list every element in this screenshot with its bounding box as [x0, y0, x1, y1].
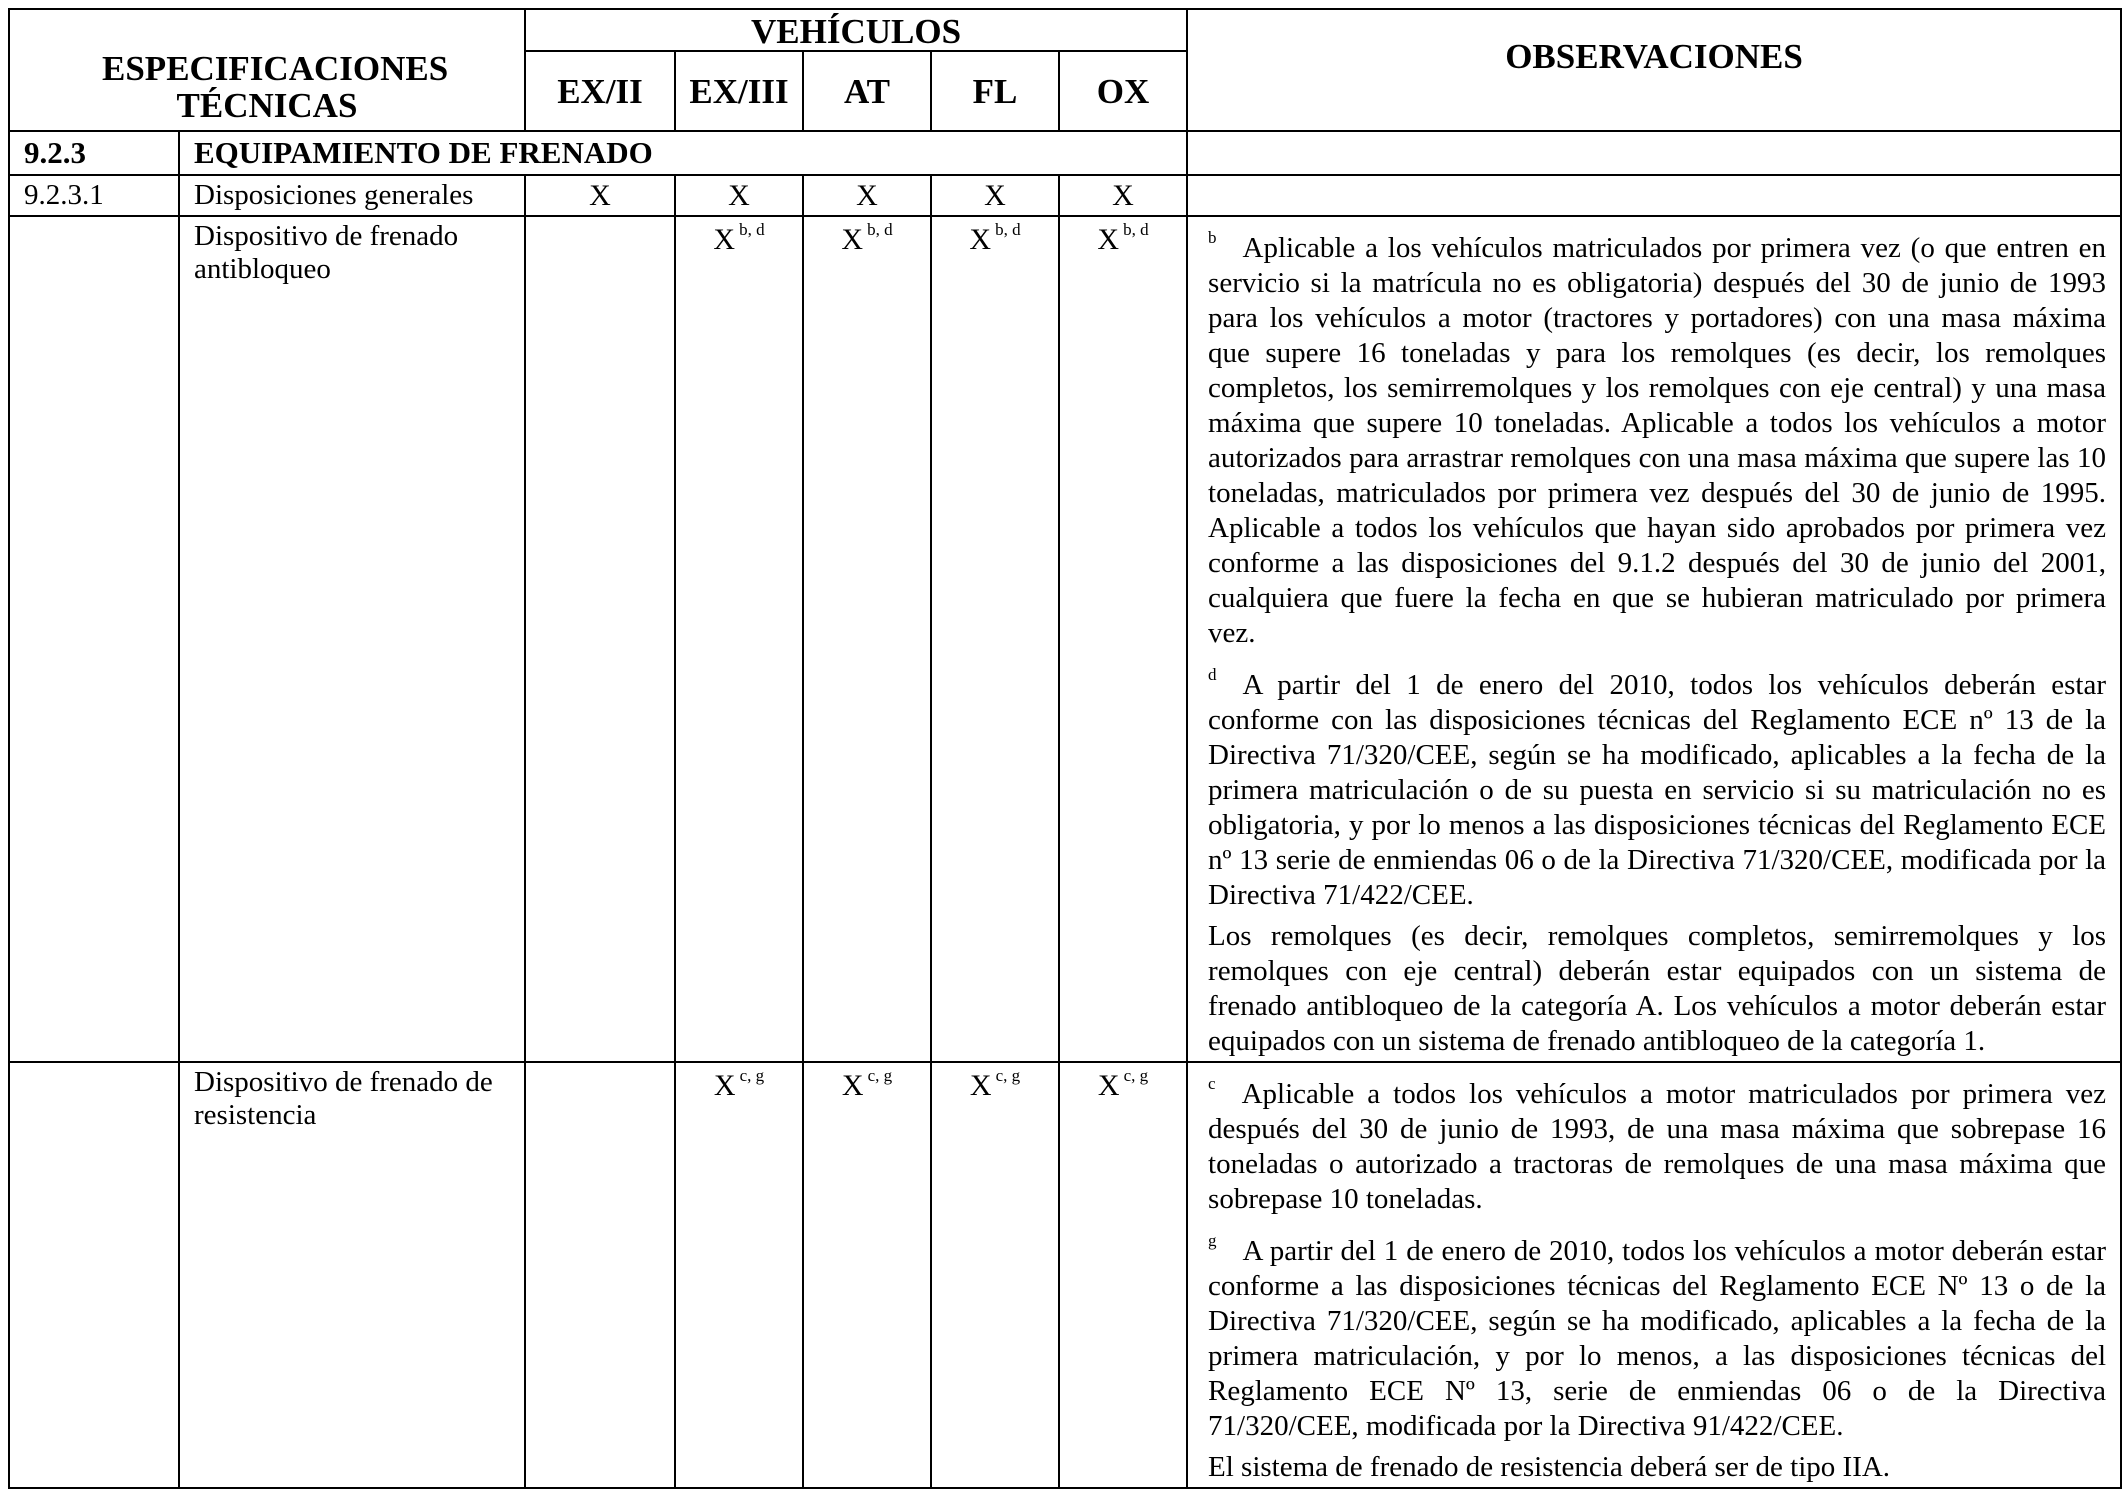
- observation-text: Aplicable a los vehículos matriculados por primera vez (o que entren en servicio si la matrícula no es obligatoria) después del 30 de junio de 1993 para los vehículos a motor (tractores y portadores) con una masa máxima que supere 16 toneladas y para los remolques (es decir, los remolques completos, los semirremolques y los remolques con eje central) y una masa máxima que supere 10 toneladas. Aplicable a todos los vehículos a motor autorizados para arrastrar remolques con una masa máxima que supere las 10 toneladas, matriculados por primera vez después del 30 de junio de 1995. Aplicable a todos los vehículos que hayan sido aprobados por primera vez conforme a las disposiciones del 9.1.2 después del 30 de junio del 2001, cualquiera que fuere la fecha en que se hubieran matriculado por primera vez.: [1208, 232, 2107, 649]
- row-number: [9, 216, 179, 1062]
- observation-text: El sistema de frenado de resistencia deberá ser de tipo IIA.: [1208, 1451, 1891, 1483]
- mark-footnote-ref: b, d: [995, 220, 1021, 239]
- row-number: [9, 1062, 179, 1488]
- mark-cell-at: [803, 216, 931, 1062]
- observation-text: Aplicable a todos los vehículos a motor matriculados por primera vez después del 30 de junio de 1993, de una masa máxima que sobrepase 16 toneladas o autorizado a tractoras de remolques de una masa máxima que sobrepase 10 toneladas.: [1208, 1078, 2107, 1215]
- mark-x: X: [841, 1069, 864, 1102]
- observation-paragraph: [1208, 1066, 2106, 1217]
- mark-x: X: [713, 223, 736, 256]
- mark-x: X: [589, 179, 611, 212]
- mark-footnote-ref: c, g: [739, 1066, 765, 1085]
- mark-x: X: [856, 179, 878, 212]
- mark-x: X: [969, 1069, 992, 1102]
- mark-cell-at: [803, 1062, 931, 1488]
- column-header-at: AT: [803, 51, 931, 131]
- observation-paragraph: [1208, 220, 2106, 651]
- observation-paragraph: [1208, 1450, 2106, 1485]
- section-observaciones-empty: [1187, 131, 2121, 175]
- section-number: 9.2.3: [9, 131, 179, 175]
- footnote-marker: d: [1208, 665, 1217, 684]
- mark-cell-ex-ii: [525, 175, 675, 216]
- mark-cell-ox: [1059, 216, 1187, 1062]
- mark-cell-fl: [931, 216, 1059, 1062]
- row-specification: Dispositivo de frenado antibloqueo: [179, 216, 525, 1062]
- mark-cell-fl: [931, 1062, 1059, 1488]
- row-observaciones: [1187, 216, 2121, 1062]
- observation-text: Los remolques (es decir, remolques completos, semirremolques y los remolques con eje central) deberán estar equipados con un sistema de frenado antibloqueo de la categoría A. Los vehículos a motor deberán estar equipados con un sistema de frenado antibloqueo de la categoría 1.: [1208, 920, 2107, 1057]
- row-number: 9.2.3.1: [9, 175, 179, 216]
- row-observaciones: [1187, 1062, 2121, 1488]
- mark-footnote-ref: b, d: [867, 220, 893, 239]
- mark-footnote-ref: c, g: [995, 1066, 1021, 1085]
- mark-cell-ox: [1059, 1062, 1187, 1488]
- header-especificaciones: ESPECIFICACIONES TÉCNICAS: [9, 9, 525, 131]
- observation-paragraph: [1208, 1223, 2106, 1444]
- mark-x: X: [841, 223, 864, 256]
- section-title: EQUIPAMIENTO DE FRENADO: [179, 131, 1187, 175]
- mark-footnote-ref: b, d: [739, 220, 765, 239]
- column-header-ex-ii: EX/II: [525, 51, 675, 131]
- table-row: [9, 1062, 2121, 1488]
- column-header-ox: OX: [1059, 51, 1187, 131]
- table-row: [9, 175, 2121, 216]
- mark-x: X: [1097, 223, 1120, 256]
- mark-x: X: [984, 179, 1006, 212]
- observation-paragraph: [1208, 657, 2106, 913]
- mark-x: X: [728, 179, 750, 212]
- mark-cell-ex-iii: [675, 1062, 803, 1488]
- mark-cell-ex-ii: [525, 216, 675, 1062]
- mark-cell-at: [803, 175, 931, 216]
- mark-footnote-ref: c, g: [867, 1066, 893, 1085]
- mark-cell-ex-iii: [675, 216, 803, 1062]
- column-header-ex-iii: EX/III: [675, 51, 803, 131]
- row-specification: Disposiciones generales: [179, 175, 525, 216]
- observation-text: A partir del 1 de enero de 2010, todos los vehículos a motor deberán estar conforme a las disposiciones técnicas del Reglamento ECE Nº 13 o de la Directiva 71/320/CEE, según se ha modificado, aplicables a la fecha de la primera matriculación, y por lo menos, a las disposiciones técnicas del Reglamento ECE Nº 13, serie de enmiendas 06 o de la Directiva 71/320/CEE, modificada por la Directiva 91/422/CEE.: [1208, 1235, 2107, 1442]
- header-vehiculos: VEHÍCULOS: [525, 9, 1187, 51]
- mark-cell-ex-iii: [675, 175, 803, 216]
- column-header-fl: FL: [931, 51, 1059, 131]
- header-observaciones: OBSERVACIONES: [1187, 9, 2121, 131]
- observation-paragraph: [1208, 919, 2106, 1059]
- row-observaciones: [1187, 175, 2121, 216]
- table-row: [9, 216, 2121, 1062]
- mark-x: X: [969, 223, 992, 256]
- footnote-marker: b: [1208, 228, 1217, 247]
- mark-cell-ex-ii: [525, 1062, 675, 1488]
- mark-cell-ox: [1059, 175, 1187, 216]
- mark-footnote-ref: c, g: [1123, 1066, 1149, 1085]
- footnote-marker: c: [1208, 1074, 1216, 1093]
- specifications-table: [8, 8, 2122, 1489]
- mark-x: X: [1097, 1069, 1120, 1102]
- footnote-marker: g: [1208, 1231, 1217, 1250]
- mark-cell-fl: [931, 175, 1059, 216]
- mark-x: X: [1112, 179, 1134, 212]
- row-specification: Dispositivo de frenado de resistencia: [179, 1062, 525, 1488]
- mark-x: X: [713, 1069, 736, 1102]
- mark-footnote-ref: b, d: [1123, 220, 1149, 239]
- observation-text: A partir del 1 de enero del 2010, todos los vehículos deberán estar conforme con las disposiciones técnicas del Reglamento ECE nº 13 de la Directiva 71/320/CEE, según se ha modificado, aplicables a la fecha de la primera matriculación o de su puesta en servicio si su matriculación no es obligatoria, y por lo menos a las disposiciones técnicas del Reglamento ECE nº 13 serie de enmiendas 06 o de la Directiva 71/320/CEE, modificada por la Directiva 71/422/CEE.: [1208, 669, 2107, 911]
